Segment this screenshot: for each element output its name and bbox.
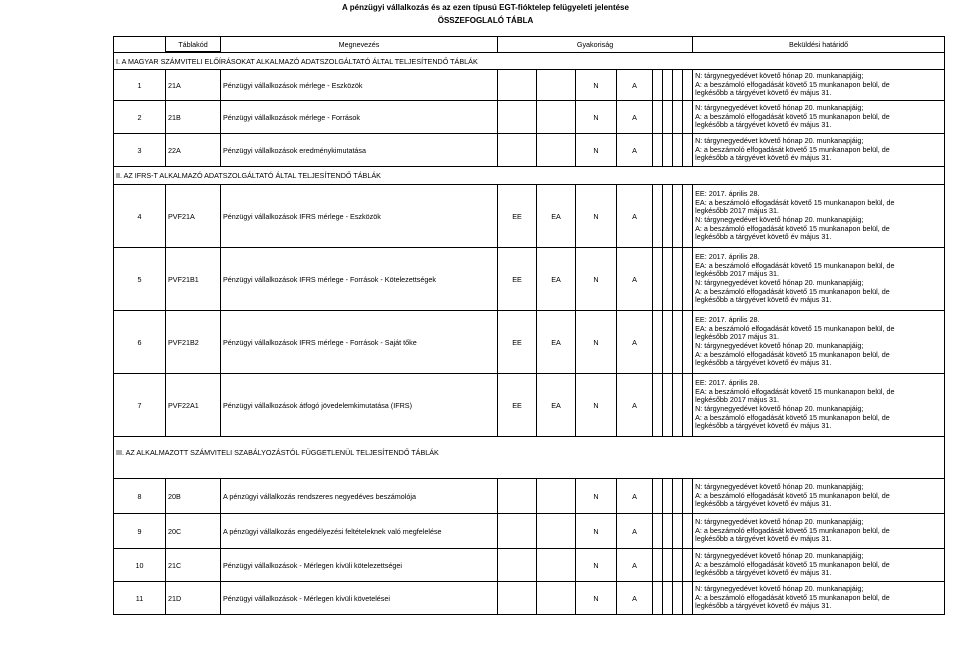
frequency-empty-cell <box>673 101 683 134</box>
deadline-line: EA: a beszámoló elfogadását követő 15 munkanapon belül, de <box>695 260 895 270</box>
row-number: 3 <box>114 134 166 167</box>
deadline-line: N: tárgynegyedévet követő hónap 20. munkanapjáig; <box>695 482 864 492</box>
row-deadline <box>693 374 945 437</box>
deadline-line: N: tárgynegyedévet követő hónap 20. munkanapjáig; <box>695 71 864 81</box>
frequency-empty-cell <box>683 549 693 582</box>
frequency-ee <box>498 134 537 167</box>
deadline-line: legkésőbb a tárgyévet követő év május 31. <box>695 232 832 242</box>
deadline-line: N: tárgynegyedévet követő hónap 20. munkanapjáig; <box>695 551 864 561</box>
section-title: III. AZ ALKALMAZOTT SZÁMVITELI SZABÁLYOZÁSTÓL FÜGGETLENÜL TELJESÍTENDŐ TÁBLÁK <box>114 437 945 479</box>
frequency-empty-cell <box>653 374 663 437</box>
deadline-line: legkésőbb 2017 május 31. <box>695 332 780 342</box>
deadline-line: N: tárgynegyedévet követő hónap 20. munkanapjáig; <box>695 584 864 594</box>
frequency-ee <box>498 549 537 582</box>
row-name: A pénzügyi vállalkozás engedélyezési feltételeknek való megfelelése <box>221 514 498 549</box>
row-number: 10 <box>114 549 166 582</box>
frequency-empty-cell <box>683 479 693 514</box>
frequency-ee <box>498 101 537 134</box>
deadline-line: legkésőbb a tárgyévet követő év május 31. <box>695 153 832 163</box>
frequency-empty-cell <box>653 134 663 167</box>
frequency-ee: EE <box>498 248 537 311</box>
frequency-empty-cell <box>653 479 663 514</box>
frequency-a: A <box>617 549 653 582</box>
frequency-empty-cell <box>683 514 693 549</box>
frequency-empty-cell <box>683 582 693 615</box>
frequency-n: N <box>576 134 617 167</box>
row-deadline <box>693 185 945 248</box>
deadline-line: N: tárgynegyedévet követő hónap 20. munkanapjáig; <box>695 278 864 287</box>
frequency-ee <box>498 582 537 615</box>
deadline-line: A: a beszámoló elfogadását követő 15 munkanapon belül, de <box>695 559 890 569</box>
row-table-code: 20C <box>166 514 221 549</box>
row-name: Pénzügyi vállalkozások mérlege - Eszközök <box>221 70 498 101</box>
frequency-empty-cell <box>663 374 673 437</box>
frequency-a: A <box>617 134 653 167</box>
frequency-empty-cell <box>653 70 663 101</box>
frequency-n: N <box>576 479 617 514</box>
section-title: II. AZ IFRS-T ALKALMAZÓ ADATSZOLGÁLTATÓ ÁLTAL TELJESÍTENDŐ TÁBLÁK <box>114 167 945 185</box>
table-body <box>114 37 945 615</box>
frequency-ea: EA <box>537 185 576 248</box>
frequency-empty-cell <box>663 582 673 615</box>
frequency-empty-cell <box>653 582 663 615</box>
frequency-empty-cell <box>673 582 683 615</box>
row-table-code: 22A <box>166 134 221 167</box>
table-row <box>114 70 945 101</box>
table-row <box>114 185 945 248</box>
deadline-line: legkésőbb a tárgyévet követő év május 31. <box>695 421 832 431</box>
row-number: 11 <box>114 582 166 615</box>
frequency-empty-cell <box>683 134 693 167</box>
frequency-ee <box>498 514 537 549</box>
row-table-code: PVF22A1 <box>166 374 221 437</box>
deadline-line: A: a beszámoló elfogadását követő 15 munkanapon belül, de <box>695 223 890 233</box>
frequency-empty-cell <box>663 70 673 101</box>
frequency-a: A <box>617 185 653 248</box>
frequency-ea <box>537 582 576 615</box>
deadline-line: N: tárgynegyedévet követő hónap 20. munkanapjáig; <box>695 215 864 224</box>
frequency-ea <box>537 70 576 101</box>
row-number: 9 <box>114 514 166 549</box>
frequency-empty-cell <box>673 374 683 437</box>
row-table-code: PVF21A <box>166 185 221 248</box>
section-header-row <box>114 167 945 185</box>
frequency-empty-cell <box>653 311 663 374</box>
frequency-n: N <box>576 582 617 615</box>
deadline-line: legkésőbb a tárgyévet követő év május 31. <box>695 358 832 368</box>
frequency-ee: EE <box>498 374 537 437</box>
row-table-code: PVF21B2 <box>166 311 221 374</box>
frequency-a: A <box>617 374 653 437</box>
header-megnevezes: Megnevezés <box>221 37 498 53</box>
frequency-a: A <box>617 101 653 134</box>
frequency-n: N <box>576 185 617 248</box>
row-table-code: 21B <box>166 101 221 134</box>
frequency-empty-cell <box>673 185 683 248</box>
frequency-ea: EA <box>537 311 576 374</box>
row-number: 7 <box>114 374 166 437</box>
frequency-empty-cell <box>663 248 673 311</box>
row-number: 6 <box>114 311 166 374</box>
frequency-empty-cell <box>673 311 683 374</box>
deadline-line: N: tárgynegyedévet követő hónap 20. munkanapjáig; <box>695 517 864 527</box>
frequency-empty-cell <box>653 514 663 549</box>
frequency-ea <box>537 479 576 514</box>
frequency-empty-cell <box>673 134 683 167</box>
frequency-empty-cell <box>653 549 663 582</box>
deadline-line: A: a beszámoló elfogadását követő 15 munkanapon belül, de <box>695 79 890 89</box>
frequency-empty-cell <box>663 311 673 374</box>
frequency-empty-cell <box>683 101 693 134</box>
deadline-line: EE: 2017. április 28. <box>695 189 760 199</box>
frequency-empty-cell <box>663 134 673 167</box>
document-subtitle: ÖSSZEFOGLALÓ TÁBLA <box>437 16 534 25</box>
table-row <box>114 311 945 374</box>
row-name: Pénzügyi vállalkozások IFRS mérlege - Eszközök <box>221 185 498 248</box>
frequency-ee <box>498 479 537 514</box>
row-name: Pénzügyi vállalkozások eredménykimutatása <box>221 134 498 167</box>
frequency-empty-cell <box>673 479 683 514</box>
row-number: 5 <box>114 248 166 311</box>
frequency-empty-cell <box>663 514 673 549</box>
row-deadline <box>693 134 945 167</box>
table-header-row <box>114 37 945 53</box>
frequency-ee: EE <box>498 185 537 248</box>
row-name: Pénzügyi vállalkozások átfogó jövedelemkimutatása (IFRS) <box>221 374 498 437</box>
frequency-ea: EA <box>537 374 576 437</box>
frequency-n: N <box>576 374 617 437</box>
frequency-empty-cell <box>673 549 683 582</box>
frequency-empty-cell <box>683 248 693 311</box>
deadline-line: legkésőbb a tárgyévet követő év május 31. <box>695 88 832 98</box>
frequency-n: N <box>576 70 617 101</box>
document-title: A pénzügyi vállalkozás és az ezen típusú EGT-fióktelep felügyeleti jelentése <box>342 3 629 12</box>
deadline-line: N: tárgynegyedévet követő hónap 20. munkanapjáig; <box>695 103 864 113</box>
frequency-n: N <box>576 549 617 582</box>
frequency-empty-cell <box>673 248 683 311</box>
row-deadline <box>693 479 945 514</box>
frequency-n: N <box>576 311 617 374</box>
header-empty <box>114 37 166 53</box>
frequency-empty-cell <box>653 248 663 311</box>
row-deadline <box>693 582 945 615</box>
frequency-n: N <box>576 514 617 549</box>
deadline-line: N: tárgynegyedévet követő hónap 20. munkanapjáig; <box>695 341 864 350</box>
table-row <box>114 374 945 437</box>
deadline-line: legkésőbb a tárgyévet követő év május 31. <box>695 295 832 305</box>
frequency-ee: EE <box>498 311 537 374</box>
deadline-line: legkésőbb a tárgyévet követő év május 31. <box>695 534 832 544</box>
row-deadline <box>693 248 945 311</box>
frequency-n: N <box>576 101 617 134</box>
row-name: A pénzügyi vállalkozás rendszeres negyedéves beszámolója <box>221 479 498 514</box>
summary-table <box>113 36 945 615</box>
deadline-line: A: a beszámoló elfogadását követő 15 munkanapon belül, de <box>695 286 890 296</box>
frequency-n: N <box>576 248 617 311</box>
deadline-line: N: tárgynegyedévet követő hónap 20. munkanapjáig; <box>695 404 864 413</box>
frequency-a: A <box>617 70 653 101</box>
row-number: 8 <box>114 479 166 514</box>
frequency-empty-cell <box>663 479 673 514</box>
deadline-line: A: a beszámoló elfogadását követő 15 munkanapon belül, de <box>695 592 890 602</box>
deadline-line: A: a beszámoló elfogadását követő 15 munkanapon belül, de <box>695 412 890 422</box>
deadline-line: legkésőbb 2017 május 31. <box>695 395 780 405</box>
deadline-line: EA: a beszámoló elfogadását követő 15 munkanapon belül, de <box>695 197 895 207</box>
deadline-line: legkésőbb a tárgyévet követő év május 31. <box>695 499 832 509</box>
frequency-a: A <box>617 248 653 311</box>
deadline-line: EA: a beszámoló elfogadását követő 15 munkanapon belül, de <box>695 323 895 333</box>
table-row <box>114 479 945 514</box>
frequency-empty-cell <box>653 185 663 248</box>
frequency-a: A <box>617 582 653 615</box>
table-row <box>114 134 945 167</box>
row-deadline <box>693 70 945 101</box>
deadline-line: N: tárgynegyedévet követő hónap 20. munkanapjáig; <box>695 136 864 146</box>
row-deadline <box>693 101 945 134</box>
frequency-ea <box>537 101 576 134</box>
header-gyakorisag: Gyakoriság <box>498 37 693 53</box>
frequency-ea <box>537 514 576 549</box>
frequency-empty-cell <box>673 514 683 549</box>
deadline-line: legkésőbb 2017 május 31. <box>695 206 780 216</box>
row-name: Pénzügyi vállalkozások - Mérlegen kívüli kötelezettségei <box>221 549 498 582</box>
deadline-line: EA: a beszámoló elfogadását követő 15 munkanapon belül, de <box>695 386 895 396</box>
deadline-line: legkésőbb a tárgyévet követő év május 31. <box>695 601 832 611</box>
row-name: Pénzügyi vállalkozások IFRS mérlege - Források - Kötelezettségek <box>221 248 498 311</box>
row-deadline <box>693 514 945 549</box>
deadline-line: EE: 2017. április 28. <box>695 315 760 325</box>
frequency-ea <box>537 549 576 582</box>
frequency-ea: EA <box>537 248 576 311</box>
deadline-line: legkésőbb a tárgyévet követő év május 31. <box>695 120 832 130</box>
frequency-empty-cell <box>683 311 693 374</box>
deadline-line: EE: 2017. április 28. <box>695 378 760 388</box>
frequency-a: A <box>617 514 653 549</box>
frequency-empty-cell <box>673 70 683 101</box>
header-tablakod: Táblakód <box>166 37 221 53</box>
row-deadline <box>693 549 945 582</box>
frequency-empty-cell <box>683 70 693 101</box>
row-number: 4 <box>114 185 166 248</box>
frequency-a: A <box>617 479 653 514</box>
frequency-ee <box>498 70 537 101</box>
section-title: I. A MAGYAR SZÁMVITELI ELŐÍRÁSOKAT ALKALMAZÓ ADATSZOLGÁLTATÓ ÁLTAL TELJESÍTENDŐ TÁBLÁK <box>114 52 945 70</box>
frequency-empty-cell <box>683 185 693 248</box>
row-name: Pénzügyi vállalkozások mérlege - Források <box>221 101 498 134</box>
row-name: Pénzügyi vállalkozások IFRS mérlege - Források - Saját tőke <box>221 311 498 374</box>
row-table-code: 21C <box>166 549 221 582</box>
row-name: Pénzügyi vállalkozások - Mérlegen kívüli követelései <box>221 582 498 615</box>
row-table-code: 20B <box>166 479 221 514</box>
table-row <box>114 514 945 549</box>
deadline-line: A: a beszámoló elfogadását követő 15 munkanapon belül, de <box>695 490 890 500</box>
deadline-line: legkésőbb 2017 május 31. <box>695 269 780 279</box>
deadline-line: A: a beszámoló elfogadását követő 15 munkanapon belül, de <box>695 525 890 535</box>
row-number: 1 <box>114 70 166 101</box>
deadline-line: A: a beszámoló elfogadását követő 15 munkanapon belül, de <box>695 144 890 154</box>
table-row <box>114 248 945 311</box>
frequency-ea <box>537 134 576 167</box>
frequency-empty-cell <box>663 101 673 134</box>
frequency-empty-cell <box>663 185 673 248</box>
row-number: 2 <box>114 101 166 134</box>
row-table-code: PVF21B1 <box>166 248 221 311</box>
row-table-code: 21A <box>166 70 221 101</box>
frequency-empty-cell <box>663 549 673 582</box>
section-header-row <box>114 52 945 70</box>
frequency-empty-cell <box>683 374 693 437</box>
table-row <box>114 582 945 615</box>
header-bekuldesi: Beküldési határidő <box>693 37 945 53</box>
row-table-code: 21D <box>166 582 221 615</box>
row-deadline <box>693 311 945 374</box>
table-row <box>114 101 945 134</box>
frequency-empty-cell <box>653 101 663 134</box>
deadline-line: legkésőbb a tárgyévet követő év május 31. <box>695 568 832 578</box>
deadline-line: A: a beszámoló elfogadását követő 15 munkanapon belül, de <box>695 111 890 121</box>
section-header-row <box>114 437 945 479</box>
frequency-a: A <box>617 311 653 374</box>
deadline-line: EE: 2017. április 28. <box>695 252 760 262</box>
deadline-line: A: a beszámoló elfogadását követő 15 munkanapon belül, de <box>695 349 890 359</box>
table-row <box>114 549 945 582</box>
